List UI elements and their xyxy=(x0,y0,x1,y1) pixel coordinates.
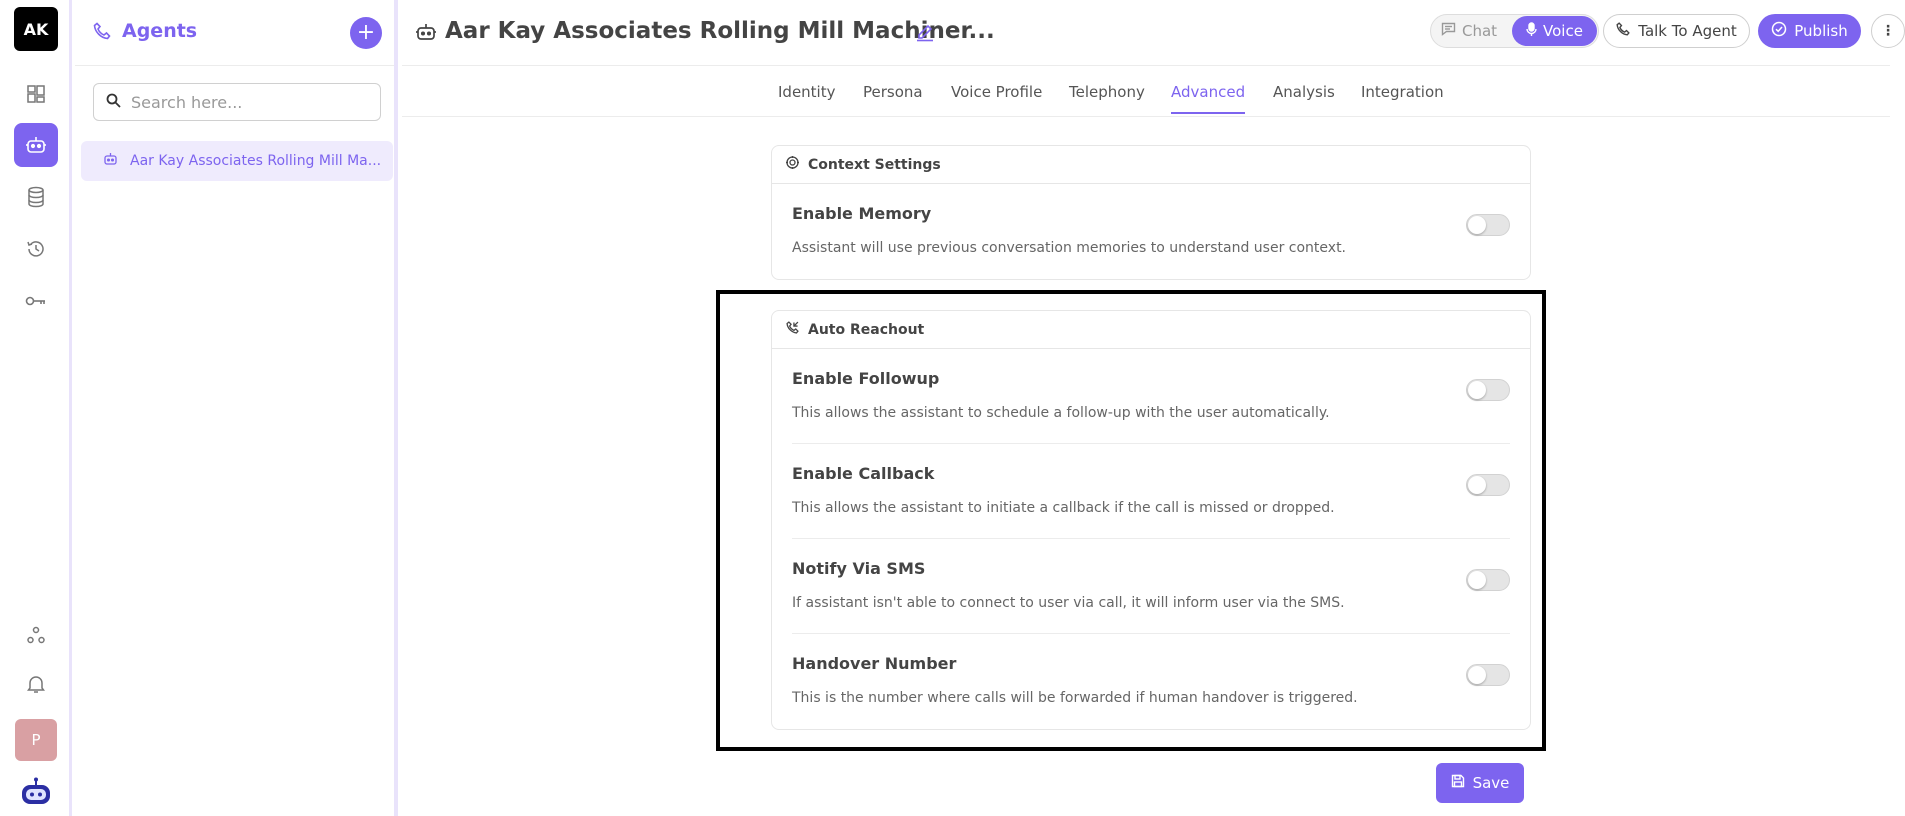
voice-mode-label: Voice xyxy=(1543,22,1583,40)
enable-memory-toggle[interactable] xyxy=(1466,214,1510,236)
setting-row-enable-followup xyxy=(792,349,1510,444)
toggle-knob xyxy=(1468,381,1486,399)
setting-row-notify-via-sms xyxy=(792,539,1510,634)
toggle-knob xyxy=(1468,216,1486,234)
auto-reachout-title: Auto Reachout xyxy=(808,321,925,338)
publish-label: Publish xyxy=(1794,22,1848,40)
setting-description: This allows the assistant to schedule a follow-up with the user automatically. xyxy=(792,405,1330,421)
add-agent-button[interactable]: + xyxy=(350,17,382,49)
more-options-button[interactable]: ⋮ xyxy=(1871,14,1905,48)
workspace-logo[interactable]: AK xyxy=(14,7,58,51)
agents-panel xyxy=(75,0,398,816)
setting-description: If assistant isn't able to connect to user via call, it will inform user via the SMS. xyxy=(792,595,1345,611)
save-label: Save xyxy=(1472,774,1510,792)
top-header xyxy=(402,0,1895,66)
setting-row-enable-callback xyxy=(792,444,1510,539)
tab-integration[interactable]: Integration xyxy=(1361,83,1444,101)
agent-list-item-label: Aar Kay Associates Rolling Mill Ma... xyxy=(130,153,382,169)
auto-reachout-card xyxy=(771,310,1531,730)
setting-title: Enable Followup xyxy=(792,369,940,388)
mode-switch xyxy=(1430,14,1599,48)
talk-to-agent-button[interactable] xyxy=(1603,14,1750,48)
target-icon xyxy=(786,156,799,173)
agents-panel-title: Agents xyxy=(122,20,198,42)
agents-bot-icon[interactable] xyxy=(14,123,58,167)
bot-mascot-icon xyxy=(14,770,58,814)
notify-via-sms-toggle[interactable] xyxy=(1466,569,1510,591)
handover-number-toggle[interactable] xyxy=(1466,664,1510,686)
agent-bot-icon xyxy=(103,152,118,170)
enable-callback-toggle[interactable] xyxy=(1466,474,1510,496)
chat-mode-label: Chat xyxy=(1462,22,1498,40)
enable-followup-toggle[interactable] xyxy=(1466,379,1510,401)
chat-icon xyxy=(1441,22,1456,40)
search-input[interactable] xyxy=(131,93,361,112)
database-icon[interactable] xyxy=(14,175,58,219)
edit-pencil-icon[interactable] xyxy=(915,22,935,46)
tab-voice-profile[interactable]: Voice Profile xyxy=(951,83,1043,101)
tab-identity[interactable]: Identity xyxy=(778,83,836,101)
setting-title: Enable Memory xyxy=(792,204,932,223)
agent-title: Aar Kay Associates Rolling Mill Machiner... xyxy=(445,18,995,44)
tab-persona[interactable]: Persona xyxy=(863,83,923,101)
left-rail xyxy=(0,0,72,816)
setting-row-handover-number xyxy=(792,634,1510,729)
dashboard-icon[interactable] xyxy=(14,72,58,116)
save-button[interactable] xyxy=(1436,763,1524,803)
setting-row-enable-memory xyxy=(792,184,1510,279)
voice-mode-button[interactable] xyxy=(1512,16,1597,46)
phone-icon xyxy=(93,22,111,44)
history-icon[interactable] xyxy=(14,227,58,271)
check-circle-icon xyxy=(1771,21,1787,41)
context-settings-header xyxy=(772,146,1530,184)
phone-callback-icon xyxy=(786,321,799,338)
team-icon[interactable] xyxy=(14,613,58,657)
save-disk-icon xyxy=(1451,774,1465,792)
setting-title: Enable Callback xyxy=(792,464,935,483)
auto-reachout-header xyxy=(772,311,1530,349)
setting-description: This is the number where calls will be forwarded if human handover is triggered. xyxy=(792,690,1358,706)
setting-title: Notify Via SMS xyxy=(792,559,926,578)
microphone-icon xyxy=(1526,22,1537,41)
setting-description: This allows the assistant to initiate a callback if the call is missed or dropped. xyxy=(792,500,1335,516)
tab-telephony[interactable]: Telephony xyxy=(1069,83,1145,101)
chat-mode-button[interactable] xyxy=(1441,22,1497,40)
context-settings-card xyxy=(771,145,1531,280)
agent-bot-icon xyxy=(415,21,437,47)
tab-analysis[interactable]: Analysis xyxy=(1273,83,1335,101)
user-avatar[interactable]: P xyxy=(15,719,57,761)
tab-advanced[interactable]: Advanced xyxy=(1171,83,1245,114)
search-box[interactable] xyxy=(93,83,381,121)
agents-panel-header xyxy=(75,0,394,66)
key-icon[interactable] xyxy=(14,279,58,323)
setting-title: Handover Number xyxy=(792,654,957,673)
setting-description: Assistant will use previous conversation memories to understand user context. xyxy=(792,240,1347,256)
toggle-knob xyxy=(1468,666,1486,684)
publish-button[interactable] xyxy=(1758,14,1861,48)
toggle-knob xyxy=(1468,571,1486,589)
phone-icon xyxy=(1616,22,1630,40)
tab-bar xyxy=(402,66,1890,117)
context-settings-title: Context Settings xyxy=(808,156,941,173)
toggle-knob xyxy=(1468,476,1486,494)
agent-list-item[interactable] xyxy=(81,141,393,181)
talk-to-agent-label: Talk To Agent xyxy=(1638,22,1737,40)
bell-icon[interactable] xyxy=(14,662,58,706)
search-icon xyxy=(106,93,121,112)
